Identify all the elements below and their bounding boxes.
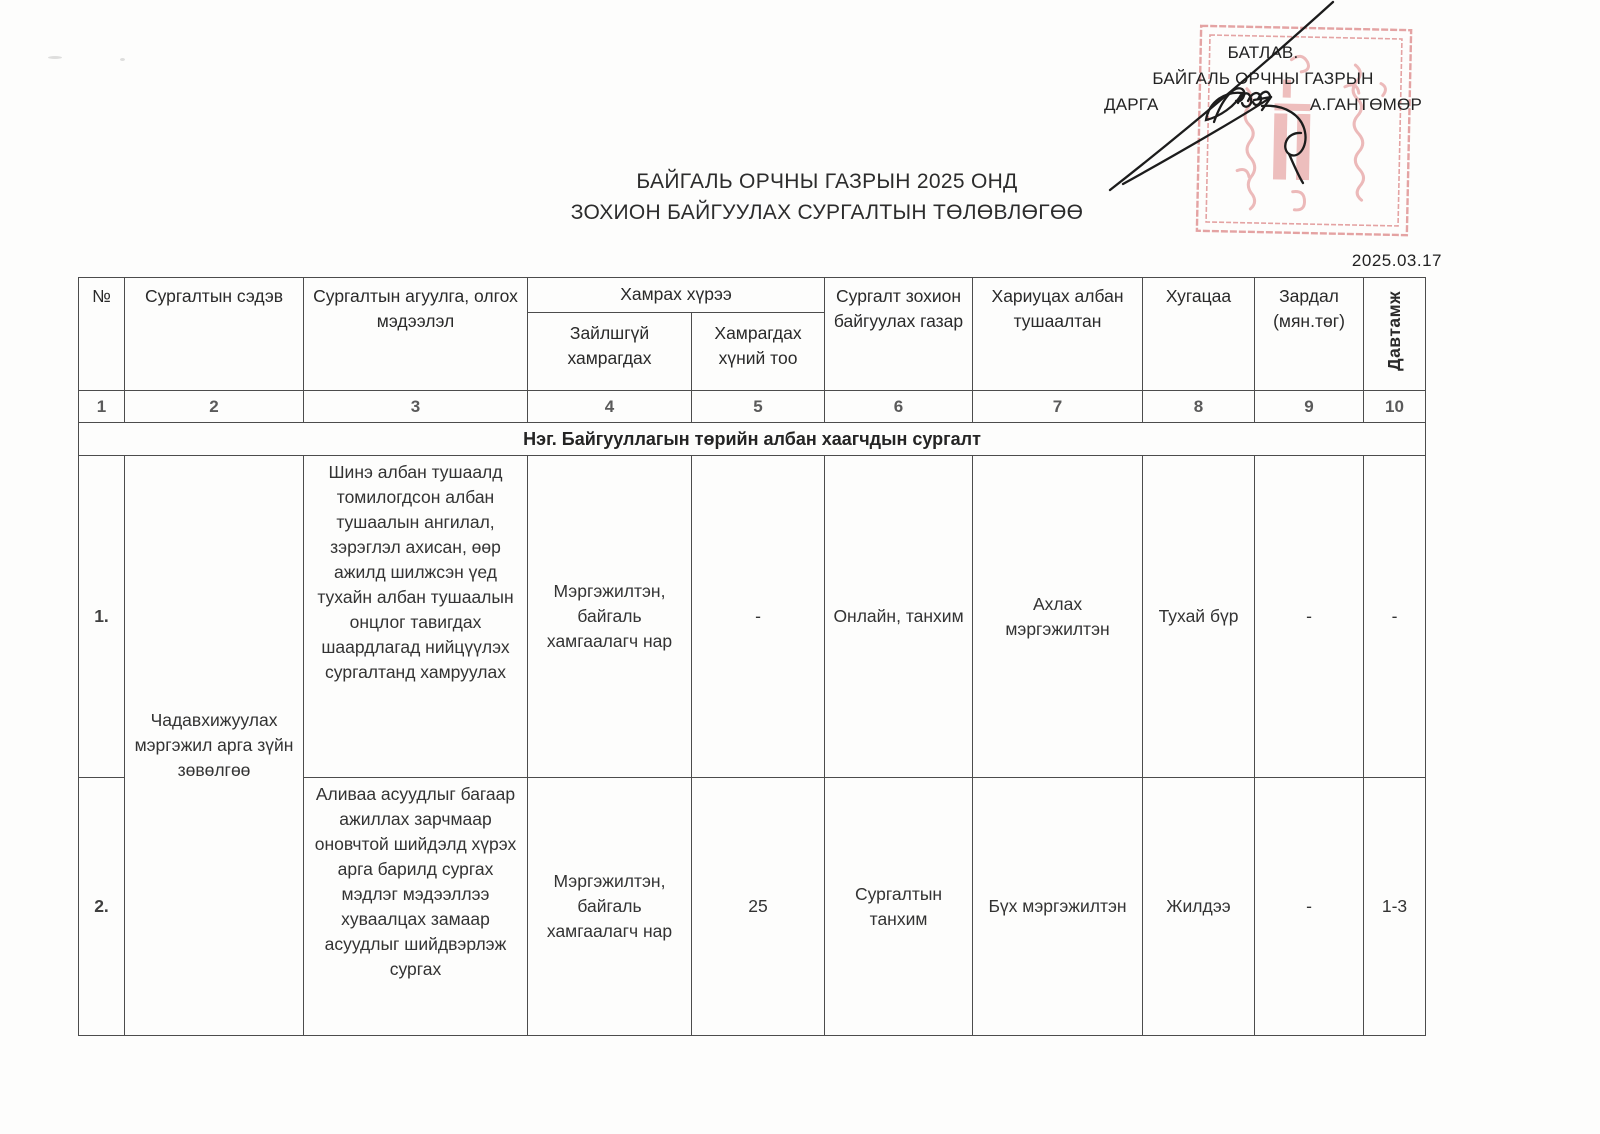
cell-frequency: - xyxy=(1364,456,1426,778)
approval-organization: БАЙГАЛЬ ОРЧНЫ ГАЗРЫН xyxy=(1152,69,1374,88)
column-number: 4 xyxy=(528,391,692,423)
cell-count: 25 xyxy=(692,778,825,1036)
col-header-cost: Зардал (мян.төг) xyxy=(1255,278,1364,391)
row-number: 1. xyxy=(79,456,125,778)
column-number: 6 xyxy=(825,391,973,423)
cell-cost: - xyxy=(1255,778,1364,1036)
col-header-responsible: Хариуцах албан тушаалтан xyxy=(973,278,1143,391)
cell-content: Шинэ албан тушаалд томилогдсон албан тушаалын ангилал, зэрэглэл ахисан, өөр ажилд шилжсэн үед тухайн албан тушаалын онцлог тавигдах шаардлагад нийцүүлэх сургалтанд хамруулах xyxy=(304,456,528,778)
table-header-row-1 xyxy=(79,278,1426,313)
document-title-line2: ЗОХИОН БАЙГУУЛАХ СУРГАЛТЫН ТӨЛӨВЛӨГӨӨ xyxy=(570,201,1084,224)
cell-required: Мэргэжилтэн, байгаль хамгаалагч нар xyxy=(528,456,692,778)
scan-speck xyxy=(120,58,125,61)
col-header-time: Хугацаа xyxy=(1143,278,1255,391)
training-plan-table xyxy=(78,277,1426,1036)
column-number-row xyxy=(79,391,1426,423)
column-number: 3 xyxy=(304,391,528,423)
approval-name: А.ГАНТӨМӨР xyxy=(1309,95,1422,114)
approval-role: ДАРГА xyxy=(1104,95,1159,114)
document-title-line1: БАЙГАЛЬ ОРЧНЫ ГАЗРЫН 2025 ОНД xyxy=(636,170,1018,193)
cell-frequency: 1-3 xyxy=(1364,778,1426,1036)
cell-required: Мэргэжилтэн, байгаль хамгаалагч нар xyxy=(528,778,692,1036)
table-row xyxy=(79,456,1426,778)
column-number: 1 xyxy=(79,391,125,423)
approval-word: БАТЛАВ. xyxy=(1227,43,1299,62)
scan-speck xyxy=(48,56,62,59)
cell-responsible: Бүх мэргэжилтэн xyxy=(973,778,1143,1036)
row-number: 2. xyxy=(79,778,125,1036)
column-number: 9 xyxy=(1255,391,1364,423)
col-header-scope-count: Хамрагдах хүний тоо xyxy=(692,313,825,391)
col-header-scope-required: Зайлшгүй хамрагдах xyxy=(528,313,692,391)
cell-responsible: Ахлах мэргэжилтэн xyxy=(973,456,1143,778)
col-header-topic: Сургалтын сэдэв xyxy=(125,278,304,391)
cell-cost: - xyxy=(1255,456,1364,778)
signature-icon xyxy=(1090,0,1440,215)
column-number: 10 xyxy=(1364,391,1426,423)
col-header-frequency-label: Давтамж xyxy=(1384,290,1405,371)
column-number: 7 xyxy=(973,391,1143,423)
section-title: Нэг. Байгууллагын төрийн албан хаагчдын сургалт xyxy=(79,423,1426,456)
column-number: 8 xyxy=(1143,391,1255,423)
column-number: 5 xyxy=(692,391,825,423)
col-header-frequency xyxy=(1364,278,1426,391)
column-number: 2 xyxy=(125,391,304,423)
cell-topic-merged: Чадавхижуулах мэргэжил арга зүйн зөвөлгөө xyxy=(125,456,304,1036)
cell-content: Аливаа асуудлыг багаар ажиллах зарчмаар оновчтой шийдэлд хүрэх арга барилд сургах мэдлэг мэдээллээ хуваалцах замаар асуудлыг шийдвэрлэж сургах xyxy=(304,778,528,1036)
cell-time: Жилдээ xyxy=(1143,778,1255,1036)
cell-time: Тухай бүр xyxy=(1143,456,1255,778)
col-header-venue: Сургалт зохион байгуулах газар xyxy=(825,278,973,391)
cell-venue: Онлайн, танхим xyxy=(825,456,973,778)
section-header-row xyxy=(79,423,1426,456)
col-header-scope: Хамрах хүрээ xyxy=(528,278,825,313)
col-header-content: Сургалтын агуулга, олгох мэдээлэл xyxy=(304,278,528,391)
cell-venue: Сургалтын танхим xyxy=(825,778,973,1036)
col-header-no: № xyxy=(79,278,125,391)
document-date: 2025.03.17 xyxy=(1351,251,1442,270)
cell-count: - xyxy=(692,456,825,778)
